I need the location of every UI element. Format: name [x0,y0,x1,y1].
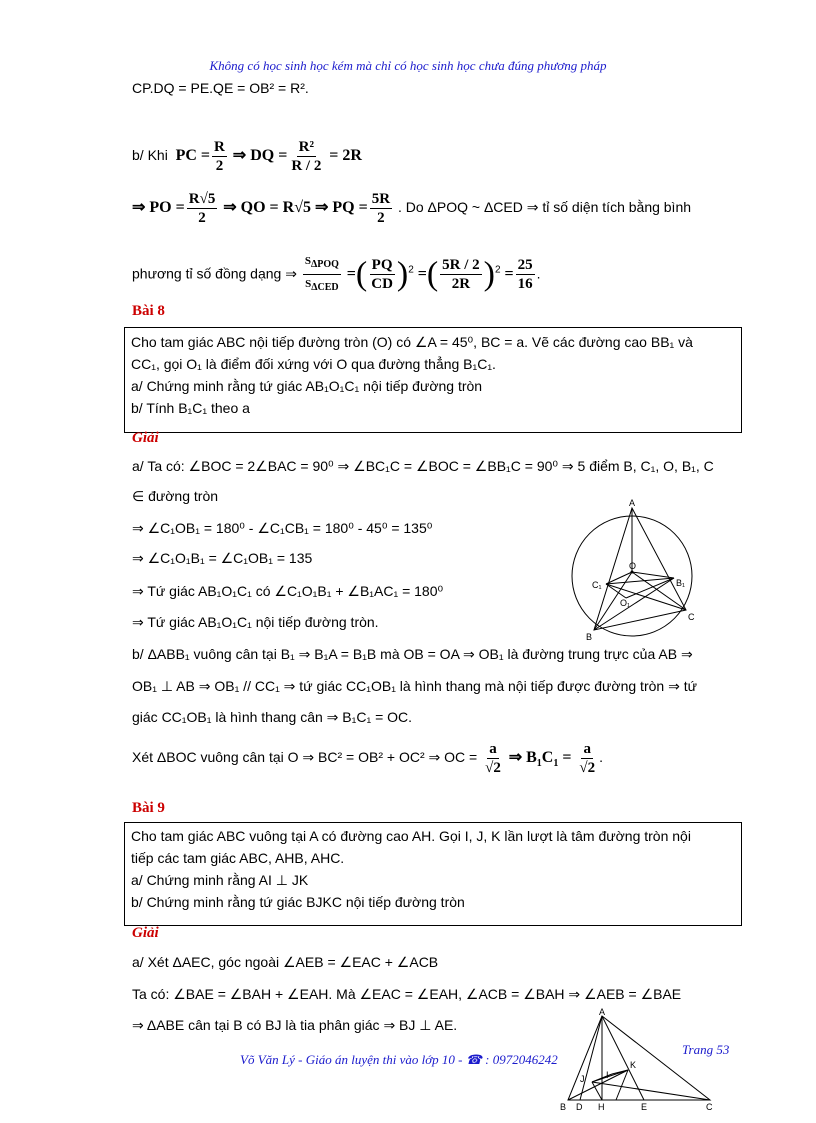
text-line: ∈ đường tròn [132,488,219,504]
box-line: Cho tam giác ABC vuông tại A có đường cao AH. Gọi I, J, K lần lượt là tâm đường tròn nội [131,828,691,844]
text-line: ⇒ ∠C₁O₁B₁ = ∠C₁OB₁ = 135 [132,550,313,566]
text-line: a/ Ta có: ∠BOC = 2∠BAC = 90⁰ ⇒ ∠BC₁C = ∠BOC = ∠BB₁C = 90⁰ ⇒ 5 điểm B, C₁, O, B₁, C [132,458,714,474]
text-line: ⇒ ∠C₁OB₁ = 180⁰ - ∠C₁CB₁ = 180⁰ - 45⁰ = 135⁰ [132,520,433,536]
text-line: giác CC₁OB₁ là hình thang cân ⇒ B₁C₁ = OC. [132,709,413,725]
fig-label: J [580,1074,585,1084]
section-title-bai8: Bài 8 [132,303,165,319]
text-line: ⇒ PO = $\frac{R√5}{2}$ ⇒ QO = R√5 ⇒ PQ = $\frac{5R}{2}$ . Do ΔPOQ ~ ΔCED ⇒ tỉ số diện tích bằng bình [132,191,692,226]
fig-label: E [641,1102,648,1112]
fig-label: C₁ [592,580,602,590]
text-line: b/ ΔABB₁ vuông cân tại B₁ ⇒ B₁A = B₁B mà OB = OA ⇒ OB₁ là đường trung trực của AB ⇒ [132,646,693,662]
text-line: ⇒ Tứ giác AB₁O₁C₁ có ∠C₁O₁B₁ + ∠B₁AC₁ = 180⁰ [132,583,444,599]
problem-box-bai8 [124,327,742,433]
box-line: a/ Chứng minh rằng tứ giác AB₁O₁C₁ nội tiếp đường tròn [131,378,483,394]
text-line: b/ Khi PC = $\frac{R}{2}$ ⇒ DQ = $\frac{\text{R²}}{R / 2}$ = 2R [132,139,362,174]
fig-label: A [629,498,636,508]
text-line: ⇒ ΔABE cân tại B có BJ là tia phân giác ⇒ BJ ⊥ AE. [132,1017,458,1033]
geometry-figure-bai9 [556,1008,726,1116]
text-line: ⇒ Tứ giác AB₁O₁C₁ nội tiếp đường tròn. [132,614,379,630]
fig-label: O₁ [620,598,631,608]
fig-label: O [629,561,637,571]
page-footer: Võ Văn Lý - Giáo án luyện thi vào lớp 10 - ☎ : 0972046242 [240,1052,558,1067]
fig-label: D [576,1102,583,1112]
box-line: a/ Chứng minh rằng AI ⊥ JK [131,872,309,888]
fig-label: I [606,1070,609,1080]
fig-label: C [706,1102,713,1112]
text-line: a/ Xét ΔAEC, góc ngoài ∠AEB = ∠EAC + ∠ACB [132,954,439,970]
fig-label: C [688,612,695,622]
text-line: CP.DQ = PE.QE = OB² = R². [132,80,309,96]
box-line: tiếp các tam giác ABC, AHB, AHC. [131,850,345,866]
fig-label: B [560,1102,567,1112]
geometry-figure-bai8 [566,498,702,640]
fig-label: A [599,1008,606,1017]
fig-label: B₁ [676,578,686,588]
text-line: phương tỉ số đồng dạng ⇒ $\frac{S_{\Delta POQ}}{S_{\Delta CED}}$ =( $\frac{PQ}{CD}$ )$^2$ =( $\frac{5R / 2}{2R}$ )$^2$ = $\frac{25}{16}$ . [132,252,540,297]
text-line: OB₁ ⊥ AB ⇒ OB₁ // CC₁ ⇒ tứ giác CC₁OB₁ là hình thang mà nội tiếp được đường tròn ⇒ tứ [132,678,697,694]
page-number: Trang 53 [682,1042,730,1057]
fig-label: B [586,632,593,640]
problem-box-bai9 [124,822,742,926]
text-line: Xét ΔBOC vuông cân tại O ⇒ BC² = OB² + OC² ⇒ OC = $\frac{a}{√2}$ ⇒ $B_1C_1$ = $\frac{a}{√2}$ . [132,741,603,776]
page-header: Không có học sinh học kém mà chỉ có học sinh học chưa đúng phương pháp [209,58,607,73]
box-line: CC₁, gọi O₁ là điểm đối xứng với O qua đường thẳng B₁C₁. [131,356,496,372]
box-line: b/ Chứng minh rằng tứ giác BJKC nội tiếp đường tròn [131,894,465,910]
box-line: Cho tam giác ABC nội tiếp đường tròn (O) có ∠A = 45⁰, BC = a. Vẽ các đường cao BB₁ và [131,334,693,350]
solution-label-bai8: Giải [132,430,159,446]
box-line: b/ Tính B₁C₁ theo a [131,400,250,416]
fig-label: K [630,1060,637,1070]
fig-label: H [598,1102,605,1112]
section-title-bai9: Bài 9 [132,800,165,816]
text-line: Ta có: ∠BAE = ∠BAH + ∠EAH. Mà ∠EAC = ∠EAH, ∠ACB = ∠BAH ⇒ ∠AEB = ∠BAE [132,986,682,1002]
solution-label-bai9: Giải [132,925,159,941]
